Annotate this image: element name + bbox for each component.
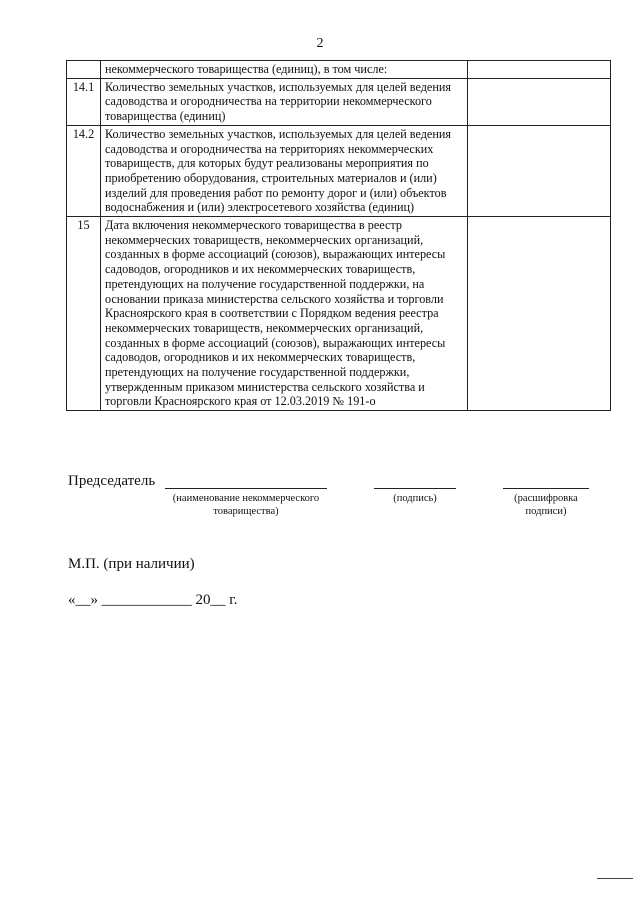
form-table [66, 60, 611, 411]
row-number: 14.2 [67, 125, 101, 216]
row-value [468, 61, 611, 79]
signature-caption: (подпись) [393, 493, 437, 504]
row-value [468, 217, 611, 411]
table-row [67, 61, 611, 79]
table-row [67, 217, 611, 411]
page-number: 2 [316, 36, 324, 51]
name-line [165, 488, 327, 489]
row-value [468, 78, 611, 125]
row-text: Количество земельных участков, используемых для целей ведения садоводства и огородничества на территории некоммерческого товарищества (единиц) [101, 78, 468, 125]
row-text: Количество земельных участков, используемых для целей ведения садоводства и огородничества на территориях некоммерческих товариществ, для которых будут реализованы мероприятия по приобретению оборудования, строительных материалов и (или) изделий для проведения работ по ремонту дорог и (или) объектов водоснабжения и (или) электросетевого хозяйства (единиц) [101, 125, 468, 216]
row-number [67, 61, 101, 79]
row-text: Дата включения некоммерческого товарищества в реестр некоммерческих товариществ, некоммерческих организаций, созданных в форме ассоциаций (союзов), выражающих интересы садоводов, огородников и их некоммерческих товариществ, претендующих на получение государственной поддержки, на основании приказа министерства сельского хозяйства и торговли Красноярского края в соответствии с Порядком ведения реестра некоммерческих товариществ, некоммерческих организаций, созданных в форме ассоциаций (союзов), выражающих интересы садоводов, огородников и их некоммерческих товариществ, претендующих на получение государственной поддержки, утвержденным приказом министерства сельского хозяйства и торговли Красноярского края от 12.03.2019 № 191-о [101, 217, 468, 411]
row-value [468, 125, 611, 216]
decode-caption: (расшифровка подписи) [514, 493, 578, 517]
name-caption: (наименование некоммерческого товарищества) [172, 493, 320, 517]
corner-mark [597, 878, 633, 879]
chair-label: Председатель [68, 473, 156, 489]
table-row [67, 78, 611, 125]
row-number: 14.1 [67, 78, 101, 125]
decode-line [503, 488, 589, 489]
table-row [67, 125, 611, 216]
stamp-label: М.П. (при наличии) [68, 556, 195, 572]
row-text: некоммерческого товарищества (единиц), в том числе: [101, 61, 468, 79]
row-number: 15 [67, 217, 101, 411]
date-line: «__» ____________ 20__ г. [68, 592, 238, 608]
signature-line [374, 488, 456, 489]
